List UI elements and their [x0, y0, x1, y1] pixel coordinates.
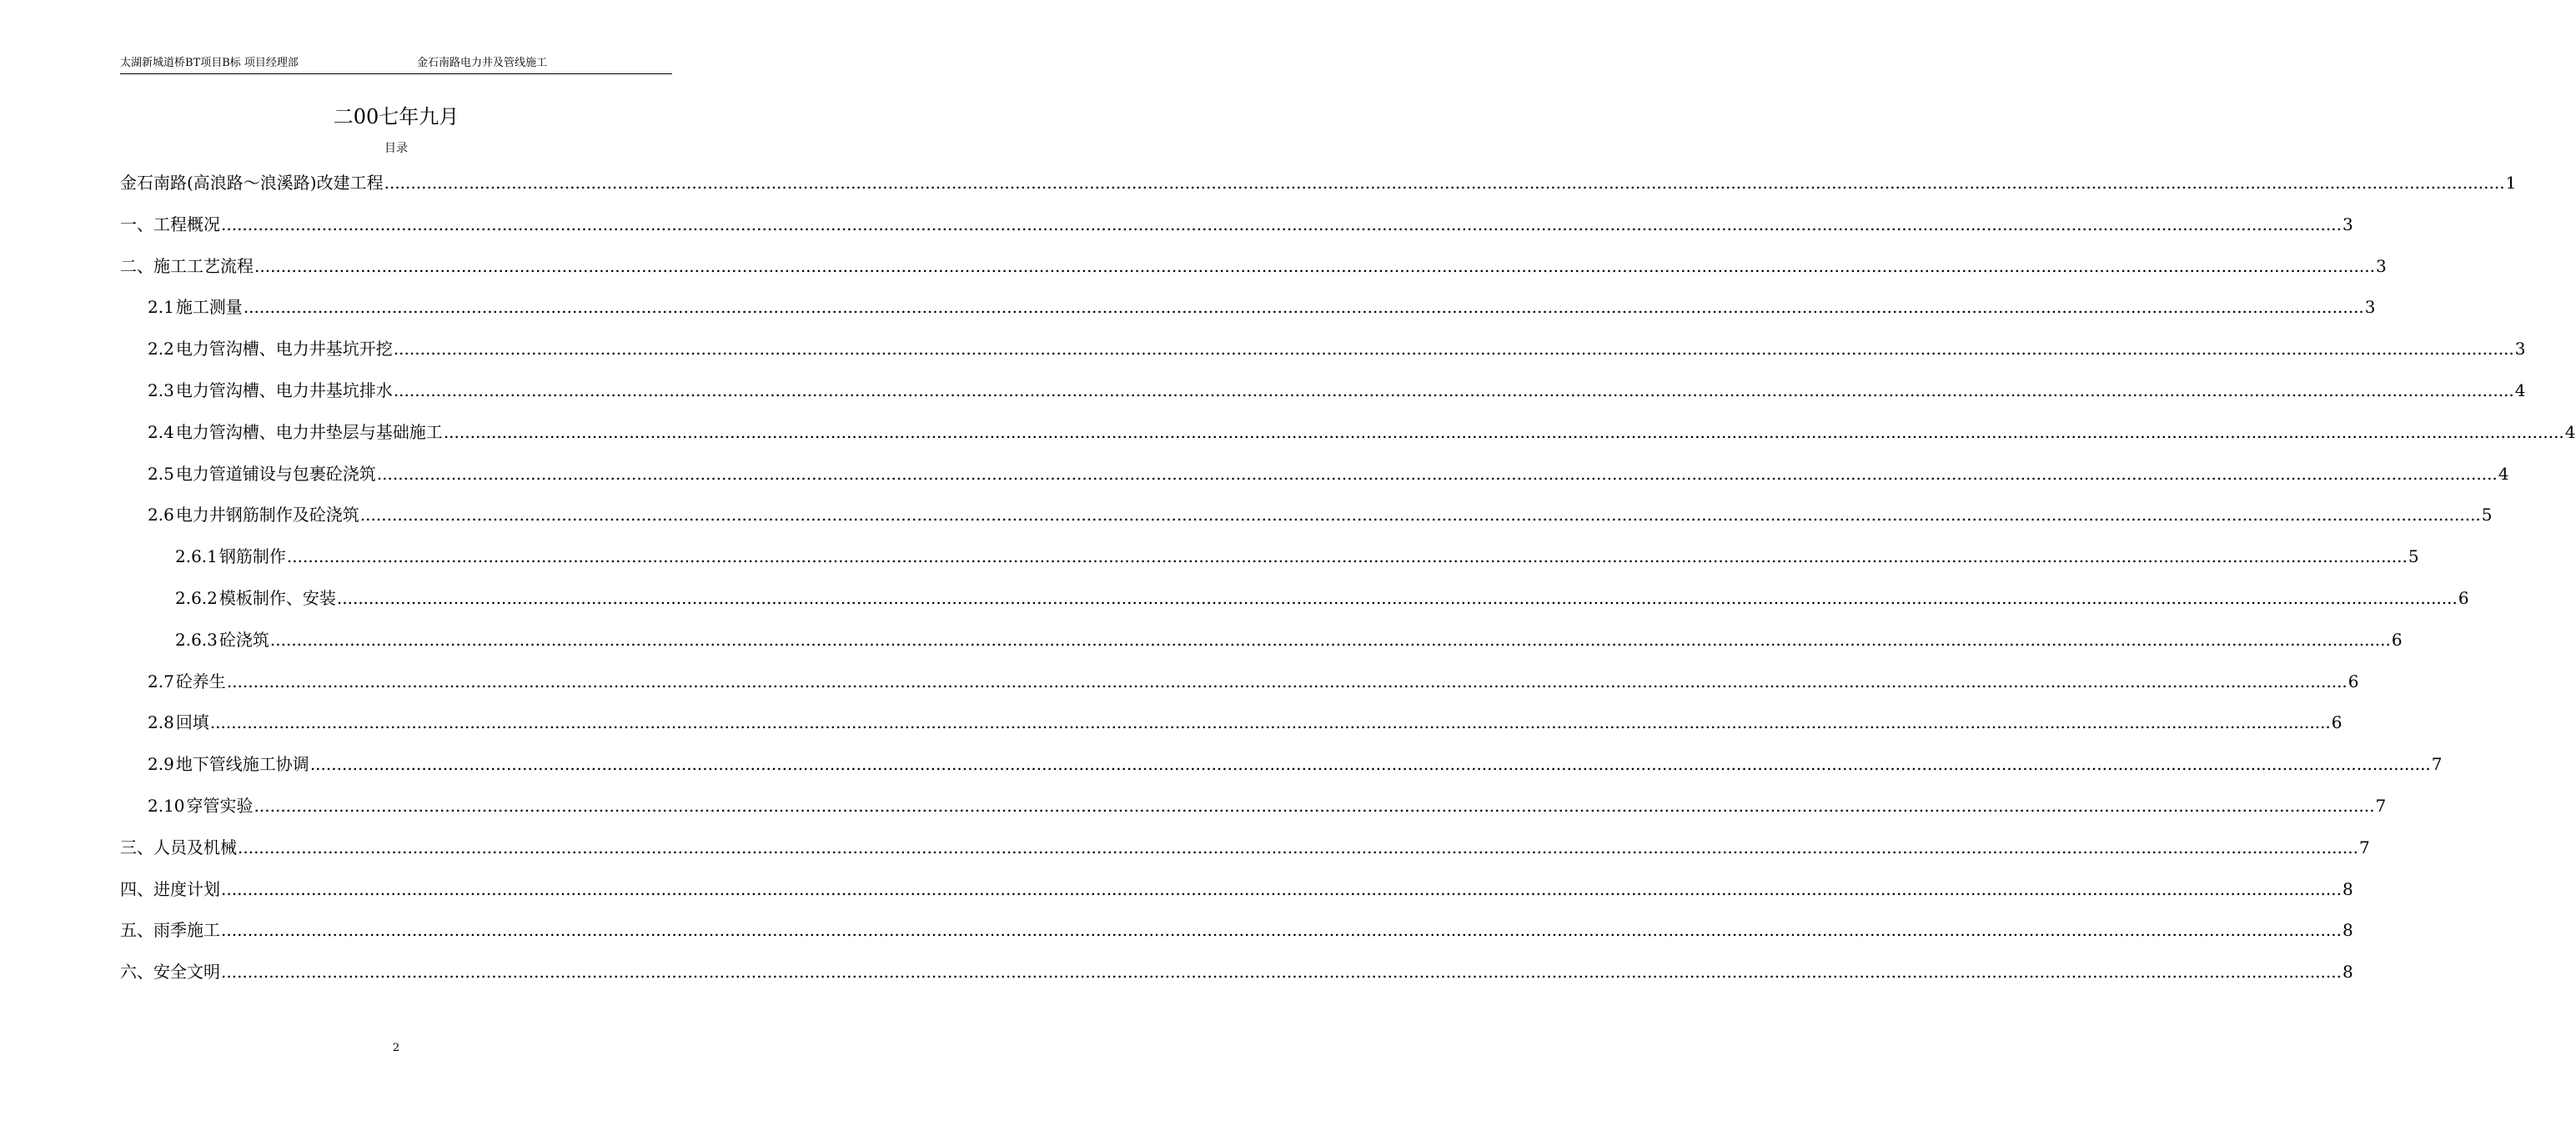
toc-entry-number: 2.3	[148, 380, 174, 400]
toc-entry-number: 2.7	[148, 671, 174, 691]
footer-page-number: 2	[392, 1042, 400, 1054]
toc-entry-page: 8	[2342, 878, 2353, 899]
toc-entry[interactable]	[120, 249, 2387, 279]
toc-dot-leader: ................................................................................................................................................................................................................................................................................................................................................................................................................	[309, 754, 2431, 775]
toc-entry-title: 砼养生	[175, 671, 226, 691]
toc-entry-title: 工程概况	[153, 214, 220, 234]
toc-entry-page: 5	[2408, 546, 2419, 567]
toc-entry-page: 6	[2458, 588, 2469, 608]
toc-dot-leader: ................................................................................................................................................................................................................................................................................................................................................................................................................	[393, 339, 2514, 359]
toc-entry-title: 穿管实验	[186, 796, 254, 816]
toc-entry-page: 4	[2498, 463, 2509, 484]
toc-entry[interactable]	[120, 622, 2403, 652]
toc-entry-page: 3	[2364, 297, 2376, 318]
toc-dot-leader: ................................................................................................................................................................................................................................................................................................................................................................................................................	[286, 546, 2408, 567]
toc-entry-title: 电力管沟槽、电力井垫层与基础施工	[175, 421, 443, 442]
toc-entry[interactable]	[120, 207, 2353, 237]
toc-entry-page: 4	[2564, 421, 2576, 442]
toc-entry-number: 2.2	[148, 339, 174, 359]
toc-entry-page: 5	[2481, 505, 2493, 525]
toc-entry-number: 2.5	[148, 463, 174, 484]
toc-dot-leader: ................................................................................................................................................................................................................................................................................................................................................................................................................	[336, 588, 2458, 608]
toc-entry-number: 二、	[120, 255, 153, 276]
toc-entry[interactable]	[120, 373, 2526, 403]
toc-entry[interactable]	[120, 664, 2359, 694]
toc-entry-title: 电力管沟槽、电力井基坑排水	[175, 380, 393, 400]
toc-entry-page: 6	[2348, 671, 2359, 691]
toc-dot-leader: ................................................................................................................................................................................................................................................................................................................................................................................................................	[238, 837, 2358, 857]
header-left-text: 太湖新城道桥BT项目B标 项目经理部	[120, 57, 299, 69]
toc-entry[interactable]	[120, 415, 2576, 445]
toc-entry-page: 7	[2358, 837, 2370, 857]
toc-entry[interactable]	[120, 581, 2469, 611]
toc-dot-leader: ................................................................................................................................................................................................................................................................................................................................................................................................................	[269, 629, 2391, 650]
toc-entry-page: 6	[2331, 712, 2343, 733]
toc-entry-number: 四、	[120, 878, 153, 899]
toc-entry-page: 8	[2342, 962, 2353, 983]
toc-entry-page: 3	[2514, 339, 2526, 359]
toc-entry-title: 施工测量	[175, 297, 243, 318]
toc-dot-leader: ................................................................................................................................................................................................................................................................................................................................................................................................................	[209, 712, 2331, 733]
toc-entry-page: 4	[2514, 380, 2526, 400]
toc-entry-number: 三、	[120, 837, 153, 857]
toc-entry[interactable]	[120, 289, 2376, 319]
toc-entry-title: 砼浇筑	[218, 629, 269, 650]
toc-dot-leader: ................................................................................................................................................................................................................................................................................................................................................................................................................	[376, 463, 2498, 484]
toc-entry-number: 2.8	[148, 712, 174, 733]
toc-dot-leader: ................................................................................................................................................................................................................................................................................................................................................................................................................	[393, 380, 2514, 400]
toc-entry[interactable]	[120, 872, 2353, 902]
toc-entry-number: 2.4	[148, 421, 174, 442]
toc-entry-title: 回填	[175, 712, 209, 733]
toc-entry[interactable]	[120, 165, 2517, 195]
toc-entry-title: 金石南路(高浪路～浪溪路)改建工程	[120, 173, 384, 193]
date-title: 二00七年九月	[333, 105, 459, 128]
toc-entry-title: 电力井钢筋制作及砼浇筑	[175, 505, 359, 525]
toc-entry-title: 雨季施工	[153, 920, 220, 941]
toc-entry-number: 五、	[120, 920, 153, 941]
toc-entry-title: 安全文明	[153, 962, 220, 983]
toc-entry[interactable]	[120, 497, 2493, 527]
toc-entry-page: 3	[2342, 214, 2353, 234]
toc-dot-leader: ................................................................................................................................................................................................................................................................................................................................................................................................................	[254, 255, 2375, 276]
toc-title: 目录	[384, 142, 408, 155]
toc-entry-page: 7	[2431, 754, 2443, 775]
header-right-text: 金石南路电力井及管线施工	[417, 57, 548, 69]
toc-entry[interactable]	[120, 539, 2419, 569]
toc-entry[interactable]	[120, 830, 2370, 860]
toc-entry-title: 电力管沟槽、电力井基坑开挖	[175, 339, 393, 359]
toc-entry-number: 2.10	[148, 796, 185, 816]
toc-entry[interactable]	[120, 705, 2343, 735]
toc-entry-number: 一、	[120, 214, 153, 234]
page-header	[120, 55, 672, 74]
toc-dot-leader: ................................................................................................................................................................................................................................................................................................................................................................................................................	[243, 297, 2364, 318]
toc-dot-leader: ................................................................................................................................................................................................................................................................................................................................................................................................................	[384, 173, 2505, 193]
toc-dot-leader: ................................................................................................................................................................................................................................................................................................................................................................................................................	[226, 671, 2348, 691]
toc-entry[interactable]	[120, 788, 2387, 818]
toc-entry-title: 人员及机械	[153, 837, 237, 857]
toc-entry[interactable]	[120, 954, 2353, 984]
toc-entry-title: 模板制作、安装	[218, 588, 336, 608]
toc-dot-leader: ................................................................................................................................................................................................................................................................................................................................................................................................................	[221, 878, 2342, 899]
toc-entry-page: 1	[2505, 173, 2517, 193]
toc-entry-page: 8	[2342, 920, 2353, 941]
toc-entry-number: 2.1	[148, 297, 174, 318]
toc-dot-leader: ................................................................................................................................................................................................................................................................................................................................................................................................................	[359, 505, 2481, 525]
toc-entry[interactable]	[120, 331, 2526, 361]
toc-dot-leader: ................................................................................................................................................................................................................................................................................................................................................................................................................	[221, 920, 2342, 941]
toc-entry-number: 六、	[120, 962, 153, 983]
toc-dot-leader: ................................................................................................................................................................................................................................................................................................................................................................................................................	[221, 214, 2342, 234]
toc-dot-leader: ................................................................................................................................................................................................................................................................................................................................................................................................................	[443, 421, 2564, 442]
toc-entry[interactable]	[120, 912, 2353, 943]
toc-dot-leader: ................................................................................................................................................................................................................................................................................................................................................................................................................	[254, 796, 2375, 816]
toc-entry-title: 钢筋制作	[218, 546, 286, 567]
toc-entry-title: 地下管线施工协调	[175, 754, 309, 775]
toc-entry-title: 进度计划	[153, 878, 220, 899]
toc-entry-page: 7	[2375, 796, 2387, 816]
toc-entry[interactable]	[120, 456, 2509, 486]
toc-entry-title: 施工工艺流程	[153, 255, 254, 276]
toc-entry-number: 2.6.2	[175, 588, 218, 608]
toc-entry-number: 2.6.3	[175, 629, 218, 650]
toc-entry[interactable]	[120, 746, 2443, 777]
toc-entry-page: 6	[2391, 629, 2403, 650]
toc-entry-number: 2.6	[148, 505, 174, 525]
toc-entry-number: 2.6.1	[175, 546, 218, 567]
toc-entry-page: 3	[2375, 255, 2387, 276]
toc-entry-title: 电力管道铺设与包裹砼浇筑	[175, 463, 376, 484]
toc-entry-number: 2.9	[148, 754, 174, 775]
toc-dot-leader: ................................................................................................................................................................................................................................................................................................................................................................................................................	[221, 962, 2342, 983]
